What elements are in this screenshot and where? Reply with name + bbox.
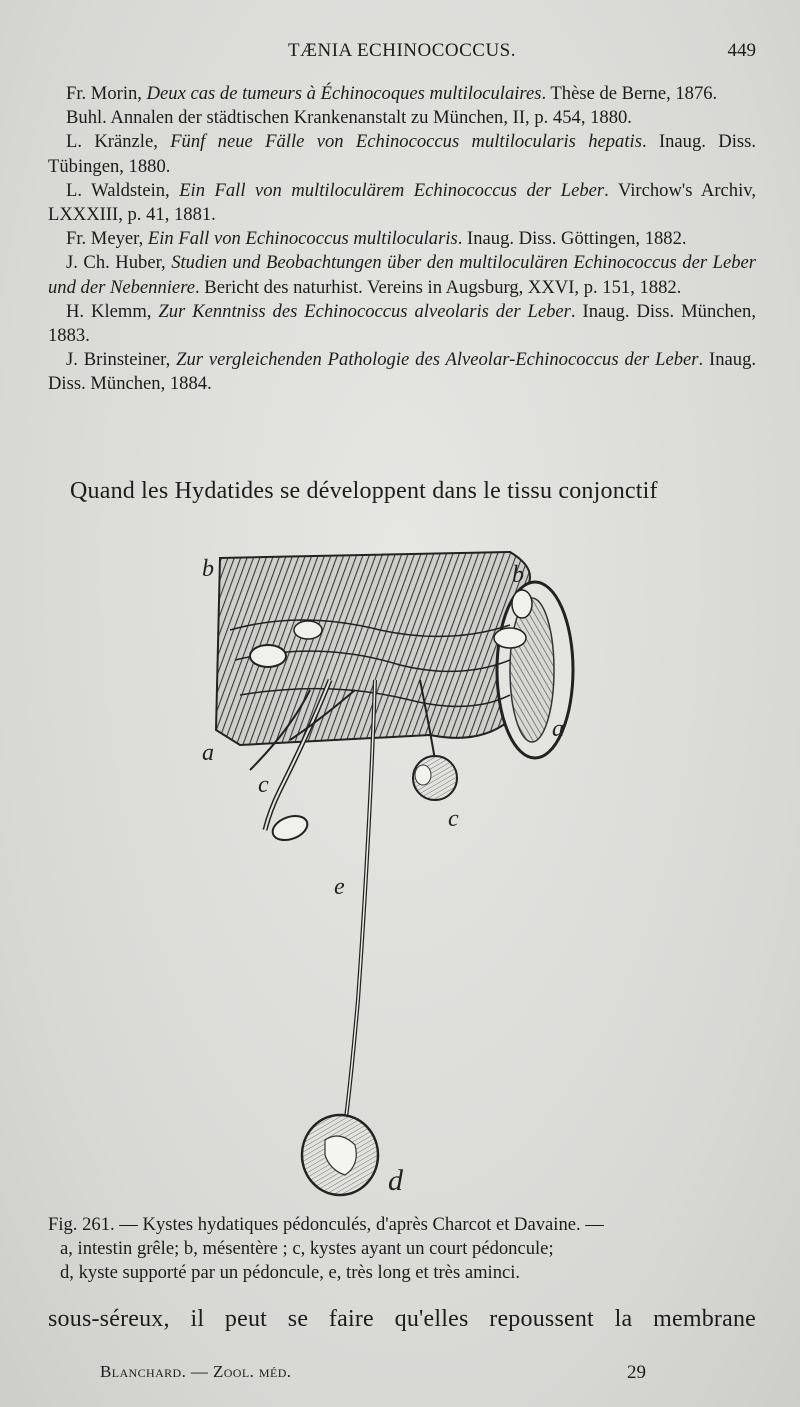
reference-item: L. Kränzle, Fünf neue Fälle von Echinococcus multilocularis hepatis. Inaug. Diss. Tübingen, 1880. xyxy=(48,131,756,177)
page-footer xyxy=(48,1362,756,1388)
body-text-line: sous-séreux, il peut se faire qu'elles repoussent la membrane xyxy=(48,1306,756,1332)
reference-item: Fr. Meyer, Ein Fall von Echinococcus multilocularis. Inaug. Diss. Göttingen, 1882. xyxy=(66,228,687,250)
reference-item: Fr. Morin, Deux cas de tumeurs à Échinocoques multiloculaires. Thèse de Berne, 1876. xyxy=(66,83,718,104)
running-title: TÆNIA ECHINOCOCCUS. xyxy=(287,40,517,61)
label-b-right: b xyxy=(512,562,524,588)
reference-item: Buhl. Annalen der städtischen Krankenanstalt zu München, II, p. 454, 1880. xyxy=(66,107,632,129)
bibliography xyxy=(48,82,756,397)
body-text-line: Quand les Hydatides se développent dans le tissu conjonctif xyxy=(70,478,658,504)
label-d: d xyxy=(388,1164,403,1197)
label-c-right: c xyxy=(448,806,459,832)
label-c-left: c xyxy=(258,772,269,798)
label-a-left: a xyxy=(202,740,214,766)
sheet-number: 29 xyxy=(627,1362,646,1383)
caption-line: a, intestin grêle; b, mésentère ; c, kystes ayant un court pédoncule; xyxy=(60,1238,554,1259)
label-b-left: b xyxy=(202,556,214,582)
reference-item: J. Ch. Huber, Studien und Beobachtungen über den multiloculären Echinococcus der Leber und der Nebenniere. Bericht des naturhist. Vereins in Augsburg, XXVI, p. 151, 1882. xyxy=(48,252,756,298)
running-head xyxy=(48,40,756,70)
label-e: e xyxy=(334,874,345,900)
caption-line: d, kyste supporté par un pédoncule, e, très long et très aminci. xyxy=(60,1262,521,1283)
reference-item: L. Waldstein, Ein Fall von multiloculärem Echinococcus der Leber. Virchow's Archiv, LXXXIII, p. 41, 1881. xyxy=(48,179,757,226)
reference-item: H. Klemm, Zur Kenntniss des Echinococcus alveolaris der Leber. Inaug. Diss. München, 1883. xyxy=(48,300,756,347)
long-stalk-cyst xyxy=(302,680,378,1195)
caption-line: Fig. 261. — Kystes hydatiques pédonculés, d'après Charcot et Davaine. — xyxy=(48,1214,604,1235)
figure-illustration xyxy=(180,530,620,1220)
figure-caption xyxy=(48,1213,756,1285)
footer-signature: Blanchard. — Zool. méd. xyxy=(100,1362,292,1381)
page-number: 449 xyxy=(727,40,756,61)
reference-item: J. Brinsteiner, Zur vergleichenden Pathologie des Alveolar-Echinococcus der Leber. Inaug. Diss. München, 1884. xyxy=(48,349,757,395)
label-a-right: a xyxy=(552,716,564,742)
